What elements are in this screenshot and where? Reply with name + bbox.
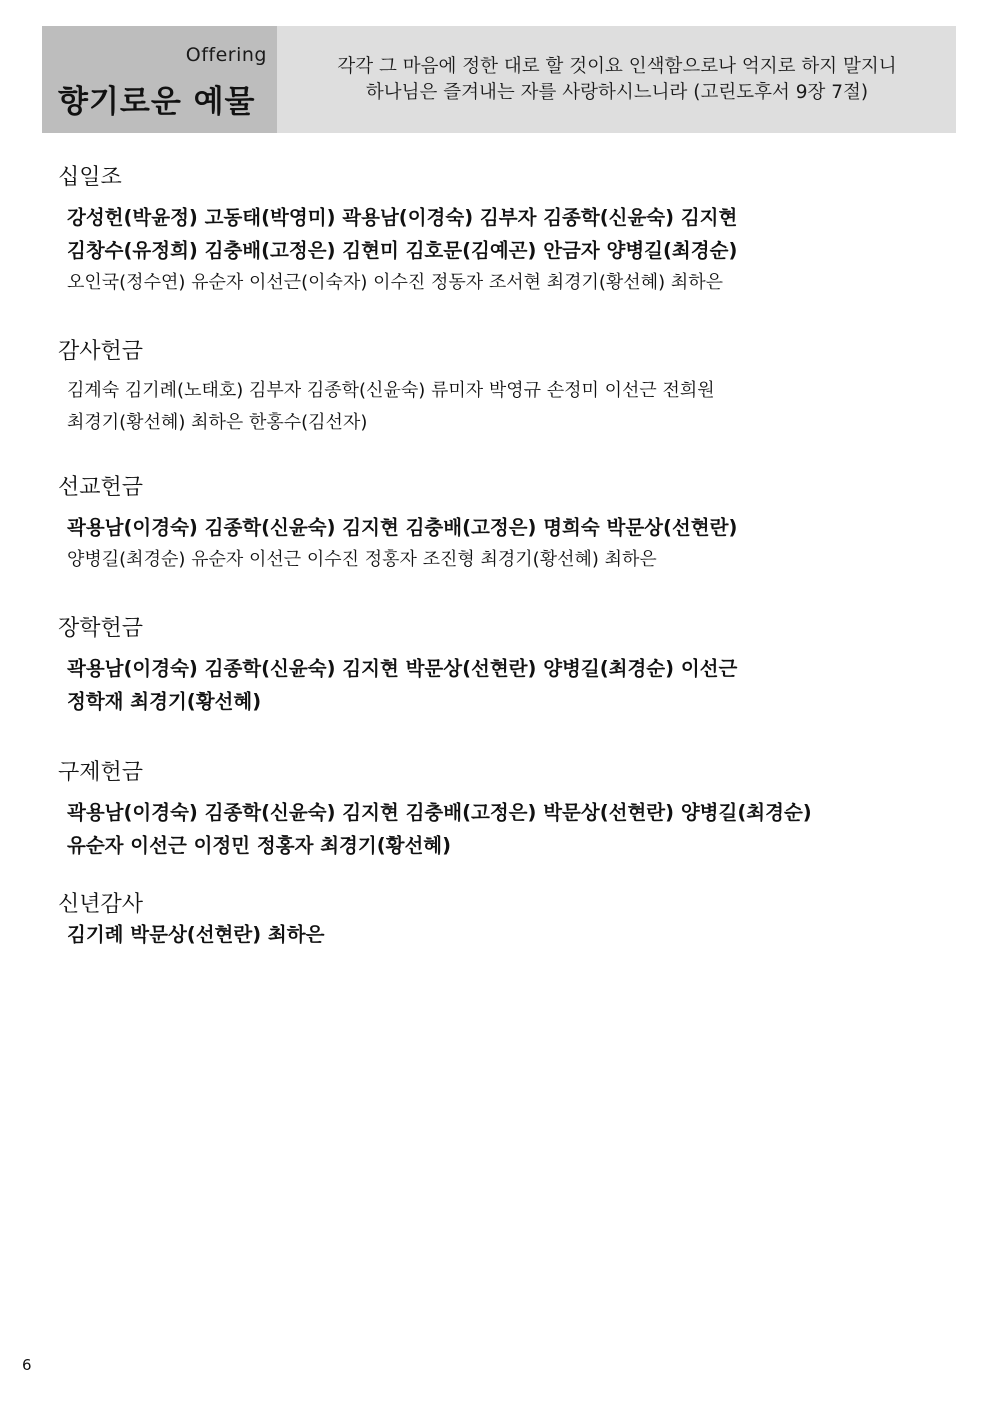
section-new-year-thanks [58,887,938,951]
section-title: 감사헌금 [58,339,144,364]
page-number: 6 [22,1356,32,1374]
section-title: 십일조 [58,165,122,190]
donor-names-line: 김계숙 김기례(노태호) 김부자 김종학(신윤숙) 류미자 박영규 손정미 이선근 전희원 [67,380,715,401]
donor-names-line: 곽용남(이경숙) 김종학(신윤숙) 김지현 김충배(고정은) 명희숙 박문상(선현란) [67,516,738,539]
donor-names-line: 최경기(황선혜) 최하은 한홍수(김선자) [67,412,368,433]
donor-names-line: 곽용남(이경숙) 김종학(신윤숙) 김지현 박문상(선현란) 양병길(최경순) 이선근 [67,657,738,680]
offering-header [42,26,956,133]
donor-names-line: 양병길(최경순) 유순자 이선근 이수진 정홍자 조진형 최경기(황선혜) 최하은 [67,549,657,570]
scripture-verse [287,54,947,106]
donor-names-line: 유순자 이선근 이정민 정홍자 최경기(황선혜) [67,834,452,857]
header-title-box [42,26,277,133]
section-thanksgiving [58,334,938,439]
section-relief [58,755,938,862]
section-title: 장학헌금 [58,616,144,641]
donor-names-line: 김기례 박문상(선현란) 최하은 [67,923,325,946]
section-title: 구제헌금 [58,760,144,785]
section-title: 선교헌금 [58,475,144,500]
donor-names-line: 강성헌(박윤정) 고동태(박영미) 곽용남(이경숙) 김부자 김종학(신윤숙) 김지현 [67,206,738,229]
header-title-english: Offering [185,44,267,66]
donor-names-line: 김창수(유정희) 김충배(고정은) 김현미 김호문(김예곤) 안금자 양병길(최경순) [67,239,738,262]
verse-line-2: 하나님은 즐겨내는 자를 사랑하시느니라 (고린도후서 9장 7절) [365,82,869,103]
section-tithe [58,160,938,299]
section-scholarship [58,611,938,718]
section-mission [58,470,938,576]
verse-line-1: 각각 그 마음에 정한 대로 할 것이요 인색함으로나 억지로 하지 말지니 [337,56,897,77]
header-title-korean: 향기로운 예물 [58,84,256,120]
donor-names-line: 정학재 최경기(황선혜) [67,690,262,713]
section-title: 신년감사 [58,892,144,917]
donor-names-line: 곽용남(이경숙) 김종학(신윤숙) 김지현 김충배(고정은) 박문상(선현란) 양병길(최경순) [67,801,812,824]
donor-names-line: 오인국(정수연) 유순자 이선근(이숙자) 이수진 정동자 조서현 최경기(황선혜) 최하은 [67,272,723,293]
